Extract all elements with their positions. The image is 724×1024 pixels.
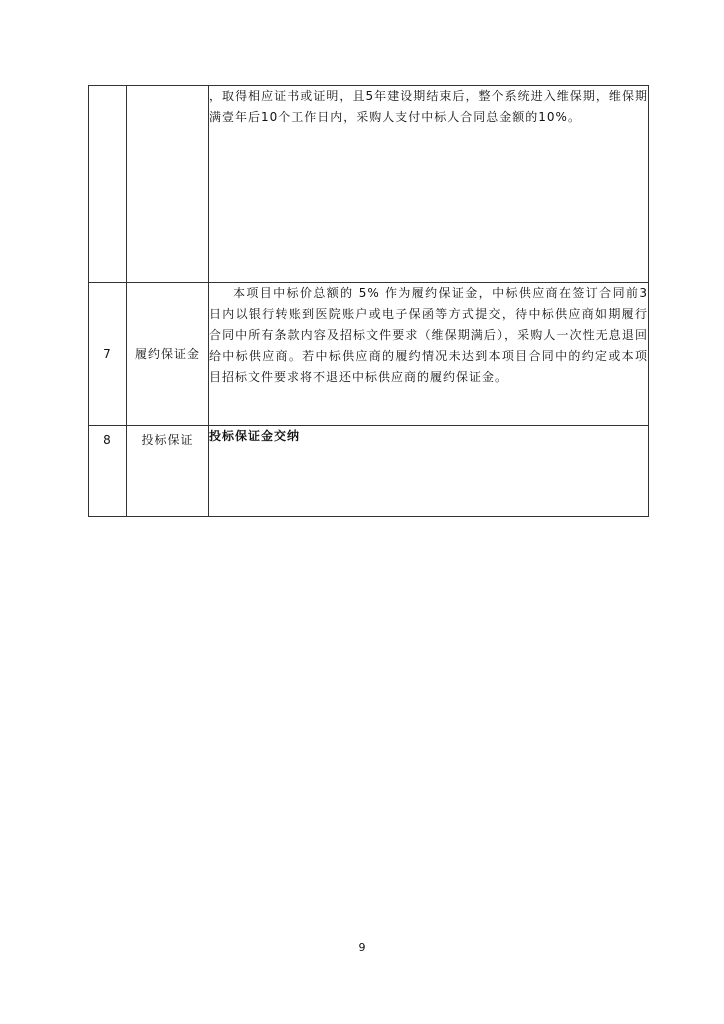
row-item-name: 履约保证金 (127, 283, 209, 426)
table-row (89, 86, 649, 283)
row-number: 8 (89, 426, 127, 517)
table-row (89, 283, 649, 426)
row-item-name: 投标保证 (127, 426, 209, 517)
row-number: 7 (89, 283, 127, 426)
row-item-name (127, 86, 209, 283)
table-row (89, 426, 649, 517)
row-description: ，取得相应证书或证明，且5年建设期结束后，整个系统进入维保期，维保期满壹年后10个工作日内，采购人支付中标人合同总金额的10%。 (209, 86, 649, 283)
page-number: 9 (358, 941, 366, 954)
document-table (88, 85, 649, 517)
row-number (89, 86, 127, 283)
row-description: 投标保证金交纳 (209, 426, 649, 517)
row-description: 本项目中标价总额的 5% 作为履约保证金，中标供应商在签订合同前3日内以银行转账到医院账户或电子保函等方式提交，待中标供应商如期履行合同中所有条款内容及招标文件要求（维保期满后），采购人一次性无息退回给中标供应商。若中标供应商的履约情况未达到本项目合同中的约定或本项目招标文件要求将不退还中标供应商的履约保证金。 (209, 283, 649, 426)
